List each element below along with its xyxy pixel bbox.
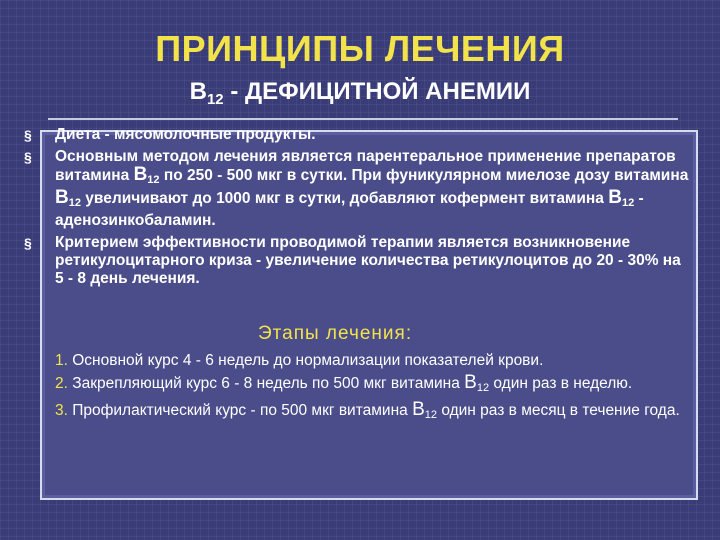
bullet-marker-icon: § bbox=[24, 127, 32, 143]
stage-text-after: один раз в месяц в течение года. bbox=[437, 402, 680, 419]
b12-label: $B_{12}$ bbox=[464, 372, 490, 394]
stage-number: 3. bbox=[55, 402, 68, 419]
bullet-diet-text: Диета - мясомолочные продукты. bbox=[55, 126, 316, 143]
stage-number: 1. bbox=[55, 352, 68, 369]
subtitle-b: B bbox=[189, 78, 207, 105]
bullet-diet bbox=[0, 126, 700, 144]
method-text-4: - аденозинкобаламин. bbox=[55, 190, 644, 229]
b12-label: $B_{12}$ bbox=[133, 164, 160, 186]
stage-number: 2. bbox=[55, 375, 68, 392]
stages-heading: Этапы лечения: bbox=[258, 323, 413, 344]
slide-subtitle bbox=[0, 78, 720, 108]
method-text-2: по 250 - 500 мкг в сутки. При фуникулярном миелозе дозу витамина bbox=[159, 167, 689, 184]
stage-text-after: один раз в неделю. bbox=[489, 375, 633, 392]
stage-item-3 bbox=[0, 401, 700, 424]
stage-text: Профилактический курс - по 500 мкг витамина bbox=[67, 402, 413, 419]
bullet-marker-icon: § bbox=[24, 149, 32, 165]
bullet-criterion bbox=[0, 234, 700, 288]
stages-list bbox=[0, 352, 700, 428]
b12-label: $B_{12}$ bbox=[608, 187, 635, 209]
title-divider bbox=[48, 118, 678, 120]
b12-label: $B_{12}$ bbox=[412, 399, 438, 421]
bullet-method bbox=[0, 148, 700, 230]
bullet-list bbox=[0, 126, 700, 292]
bullet-marker-icon: § bbox=[24, 235, 32, 251]
stage-text: Закрепляющий курс 6 - 8 недель по 500 мкг витамина bbox=[67, 375, 465, 392]
stage-text: Основной курс 4 - 6 недель до нормализации показателей крови. bbox=[67, 352, 544, 369]
subtitle-rest: - ДЕФИЦИТНОЙ АНЕМИИ bbox=[223, 78, 531, 105]
stage-item-1 bbox=[0, 352, 700, 370]
subtitle-sub: 12 bbox=[206, 91, 224, 108]
stage-item-2 bbox=[0, 374, 700, 397]
b12-label: $B_{12}$ bbox=[55, 187, 81, 209]
method-text-1: Основным методом лечения является парентеральное применение препаратов витамина bbox=[55, 148, 676, 184]
slide-title: ПРИНЦИПЫ ЛЕЧЕНИЯ bbox=[155, 28, 565, 69]
method-text-3: увеличивают до 1000 мкг в сутки, добавляют кофермент витамина bbox=[80, 190, 609, 207]
bullet-criterion-text: Критерием эффективности проводимой терапии является возникновение ретикулоцитарного криза - увеличение количества ретикулоцитов до 20 - 30% на 5 - 8 день лечения. bbox=[55, 234, 681, 287]
